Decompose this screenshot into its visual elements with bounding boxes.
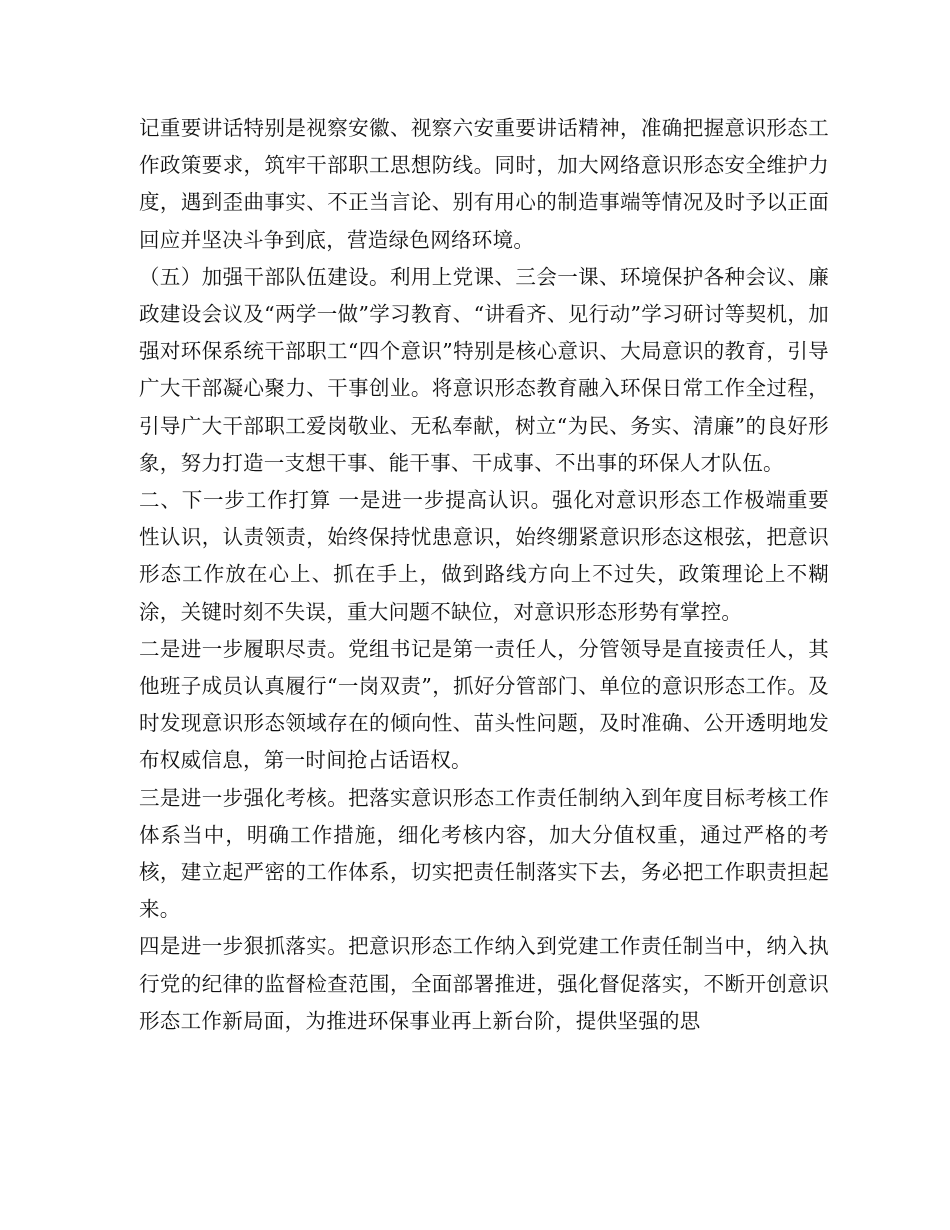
paragraph-responsibility: 二是进一步履职尽责。党组书记是第一责任人，分管领导是直接责任人，其他班子成员认真履行“一岗双责”，抓好分管部门、单位的意识形态工作。及时发现意识形态领域存在的倾向性、苗头性问题，及时准确、公开透明地发布权威信息，第一时间抢占话语权。 [139, 636, 829, 773]
paragraph-implementation: 四是进一步狠抓落实。把意识形态工作纳入到党建工作责任制当中，纳入执行党的纪律的监督检查范围，全面部署推进，强化督促落实，不断开创意识形态工作新局面，为推进环保事业再上新台阶，提供坚强的思 [139, 934, 829, 1033]
paragraph-cadre-team: （五）加强干部队伍建设。利用上党课、三会一课、环境保护各种会议、廉政建设会议及“两学一做”学习教育、“讲看齐、见行动”学习研讨等契机，加强对环保系统干部职工“四个意识”特别是核心意识、大局意识的教育，引导广大干部凝心聚力、干事创业。将意识形态教育融入环保日常工作全过程，引导广大干部职工爱岗敬业、无私奉献，树立“为民、务实、清廉”的良好形象，努力打造一支想干事、能干事、干成事、不出事的环保人才队伍。 [139, 264, 829, 475]
document-body [139, 110, 829, 1040]
paragraph-network-ideology: 记重要讲话特别是视察安徽、视察六安重要讲话精神，准确把握意识形态工作政策要求，筑牢干部职工思想防线。同时，加大网络意识形态安全维护力度，遇到歪曲事实、不正当言论、别有用心的制造事端等情况及时予以正面回应并坚决斗争到底，营造绿色网络环境。 [139, 116, 829, 252]
paragraph-assessment: 三是进一步强化考核。把落实意识形态工作责任制纳入到年度目标考核工作体系当中，明确工作措施，细化考核内容，加大分值权重，通过严格的考核，建立起严密的工作体系，切实把责任制落实下去，务必把工作职责担起来。 [139, 785, 829, 922]
paragraph-next-step-awareness: 二、下一步工作打算 一是进一步提高认识。强化对意识形态工作极端重要性认识，认责领责，始终保持忧患意识，始终绷紧意识形态这根弦，把意识形态工作放在心上、抓在手上，做到路线方向上不过失，政策理论上不糊涂，关键时刻不失误，重大问题不缺位，对意识形态形势有掌控。 [139, 488, 829, 624]
